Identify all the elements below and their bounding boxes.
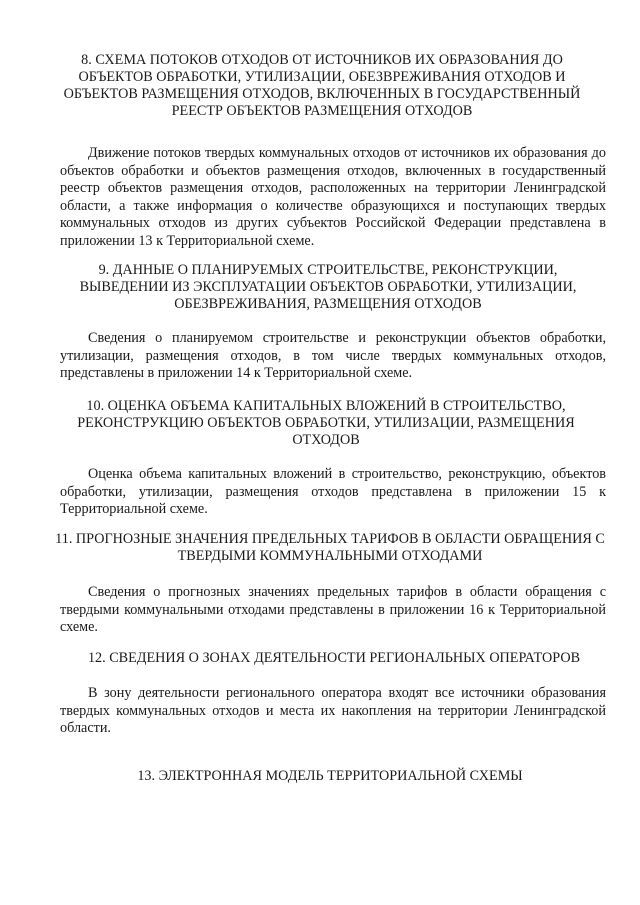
section-11-body: Сведения о прогнозных значениях предельных тарифов в области обращения с твердыми коммунальными отходами представлены в приложении 16 к Территориальной схеме. [60, 584, 606, 635]
section-9-heading: 9. ДАННЫЕ О ПЛАНИРУЕМЫХ СТРОИТЕЛЬСТВЕ, РЕКОНСТРУКЦИИ, ВЫВЕДЕНИИ ИЗ ЭКСПЛУАТАЦИИ ОБЪЕКТОВ ОБРАБОТКИ, УТИЛИЗАЦИИ, ОБЕЗВРЕЖИВАНИЯ, РАЗМЕЩЕНИЯ ОТХОДОВ [79, 262, 577, 312]
section-10-body: Оценка объема капитальных вложений в строительство, реконструкцию, объектов обработки, утилизации, размещения отходов представлена в приложении 15 к Территориальной схеме. [60, 466, 606, 517]
section-12-body: В зону деятельности регионального оператора входят все источники образования твердых коммунальных отходов и места их накопления на территории Ленинградской области. [60, 685, 606, 736]
section-11-heading: 11. ПРОГНОЗНЫЕ ЗНАЧЕНИЯ ПРЕДЕЛЬНЫХ ТАРИФОВ В ОБЛАСТИ ОБРАЩЕНИЯ С ТВЕРДЫМИ КОММУНАЛЬНЫМИ ОТХОДАМИ [55, 531, 605, 564]
section-12-heading: 12. СВЕДЕНИЯ О ЗОНАХ ДЕЯТЕЛЬНОСТИ РЕГИОНАЛЬНЫХ ОПЕРАТОРОВ [87, 650, 581, 666]
section-9-body: Сведения о планируемом строительстве и реконструкции объектов обработки, утилизации, размещения отходов, в том числе твердых коммунальных отходов, представлены в приложении 14 к Территориальной схеме. [60, 330, 606, 381]
section-8-body: Движение потоков твердых коммунальных отходов от источников их образования до объектов обработки и объектов размещения отходов, включенных в государственный реестр объектов размещения отходов, расположенных на территории Ленинградской области, а также информация о количестве образующихся и поступающих твердых коммунальных отходов из других субъектов Российской Федерации представлена в приложении 13 к Территориальной схеме. [60, 145, 606, 249]
section-8-heading: 8. СХЕМА ПОТОКОВ ОТХОДОВ ОТ ИСТОЧНИКОВ ИХ ОБРАЗОВАНИЯ ДО ОБЪЕКТОВ ОБРАБОТКИ, УТИЛИЗАЦИИ, ОБЕЗВРЕЖИВАНИЯ ОТХОДОВ И ОБЪЕКТОВ РАЗМЕЩЕНИЯ ОТХОДОВ, ВКЛЮЧЕННЫХ В ГОСУДАРСТВЕННЫЙ РЕЕСТР ОБЪЕКТОВ РАЗМЕЩЕНИЯ ОТХОДОВ [63, 52, 581, 119]
section-13-heading: 13. ЭЛЕКТРОННАЯ МОДЕЛЬ ТЕРРИТОРИАЛЬНОЙ СХЕМЫ [137, 768, 523, 784]
section-10-heading: 10. ОЦЕНКА ОБЪЕМА КАПИТАЛЬНЫХ ВЛОЖЕНИЙ В СТРОИТЕЛЬСТВО, РЕКОНСТРУКЦИЮ ОБЪЕКТОВ ОБРАБОТКИ, УТИЛИЗАЦИИ, РАЗМЕЩЕНИЯ ОТХОДОВ [77, 398, 575, 448]
